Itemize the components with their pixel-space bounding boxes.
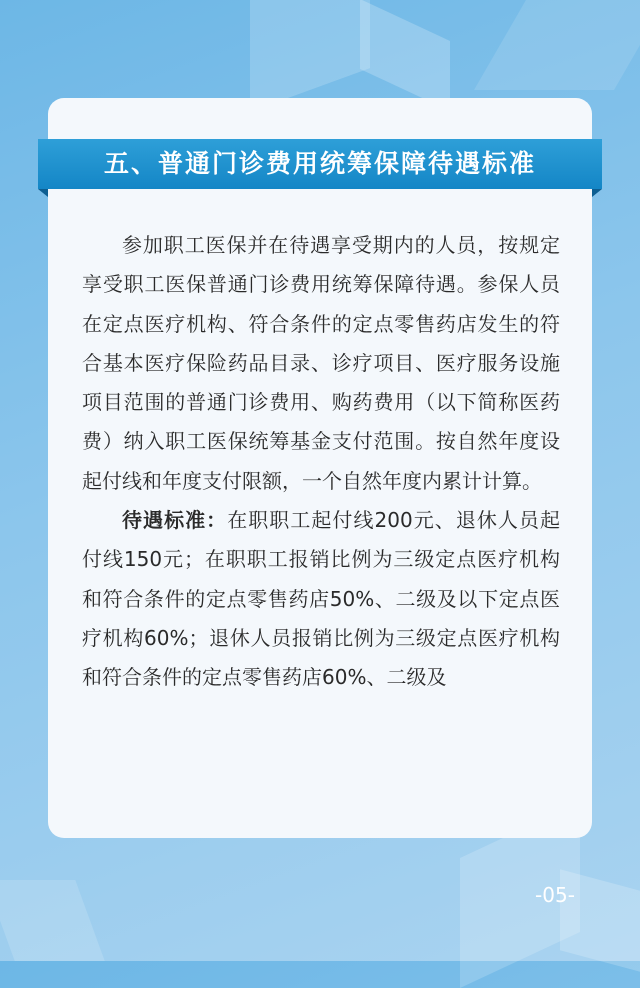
decor-shape [0, 880, 105, 961]
decor-shape [474, 0, 640, 90]
banner-fold-left [38, 189, 48, 197]
section-title: 五、普通门诊费用统筹保障待遇标准 [103, 149, 536, 178]
page-number: -05- [535, 883, 575, 907]
decor-shape [250, 0, 370, 112]
standard-label: 待遇标准： [122, 508, 228, 533]
paragraph-standard [82, 501, 560, 697]
banner-fold-right [592, 189, 602, 197]
paragraph-intro: 参加职工医保并在待遇享受期内的人员，按规定享受职工医保普通门诊费用统筹保障待遇。参保人员在定点医疗机构、符合条件的定点零售药店发生的符合基本医疗保险药品目录、诊疗项目、医疗服务设施项目范围的普通门诊费用、购药费用（以下简称医药费）纳入职工医保统筹基金支付范围。按自然年度设起付线和年度支付限额，一个自然年度内累计计算。 [82, 233, 560, 493]
body-text [82, 226, 560, 698]
decor-shape [360, 0, 450, 111]
standard-text: 在职职工起付线200元、退休人员起付线150元；在职职工报销比例为三级定点医疗机构和符合条件的定点零售药店50%、二级及以下定点医疗机构60%；退休人员报销比例为三级定点医疗机构和符合条件的定点零售药店60%、二级及 [82, 508, 560, 690]
